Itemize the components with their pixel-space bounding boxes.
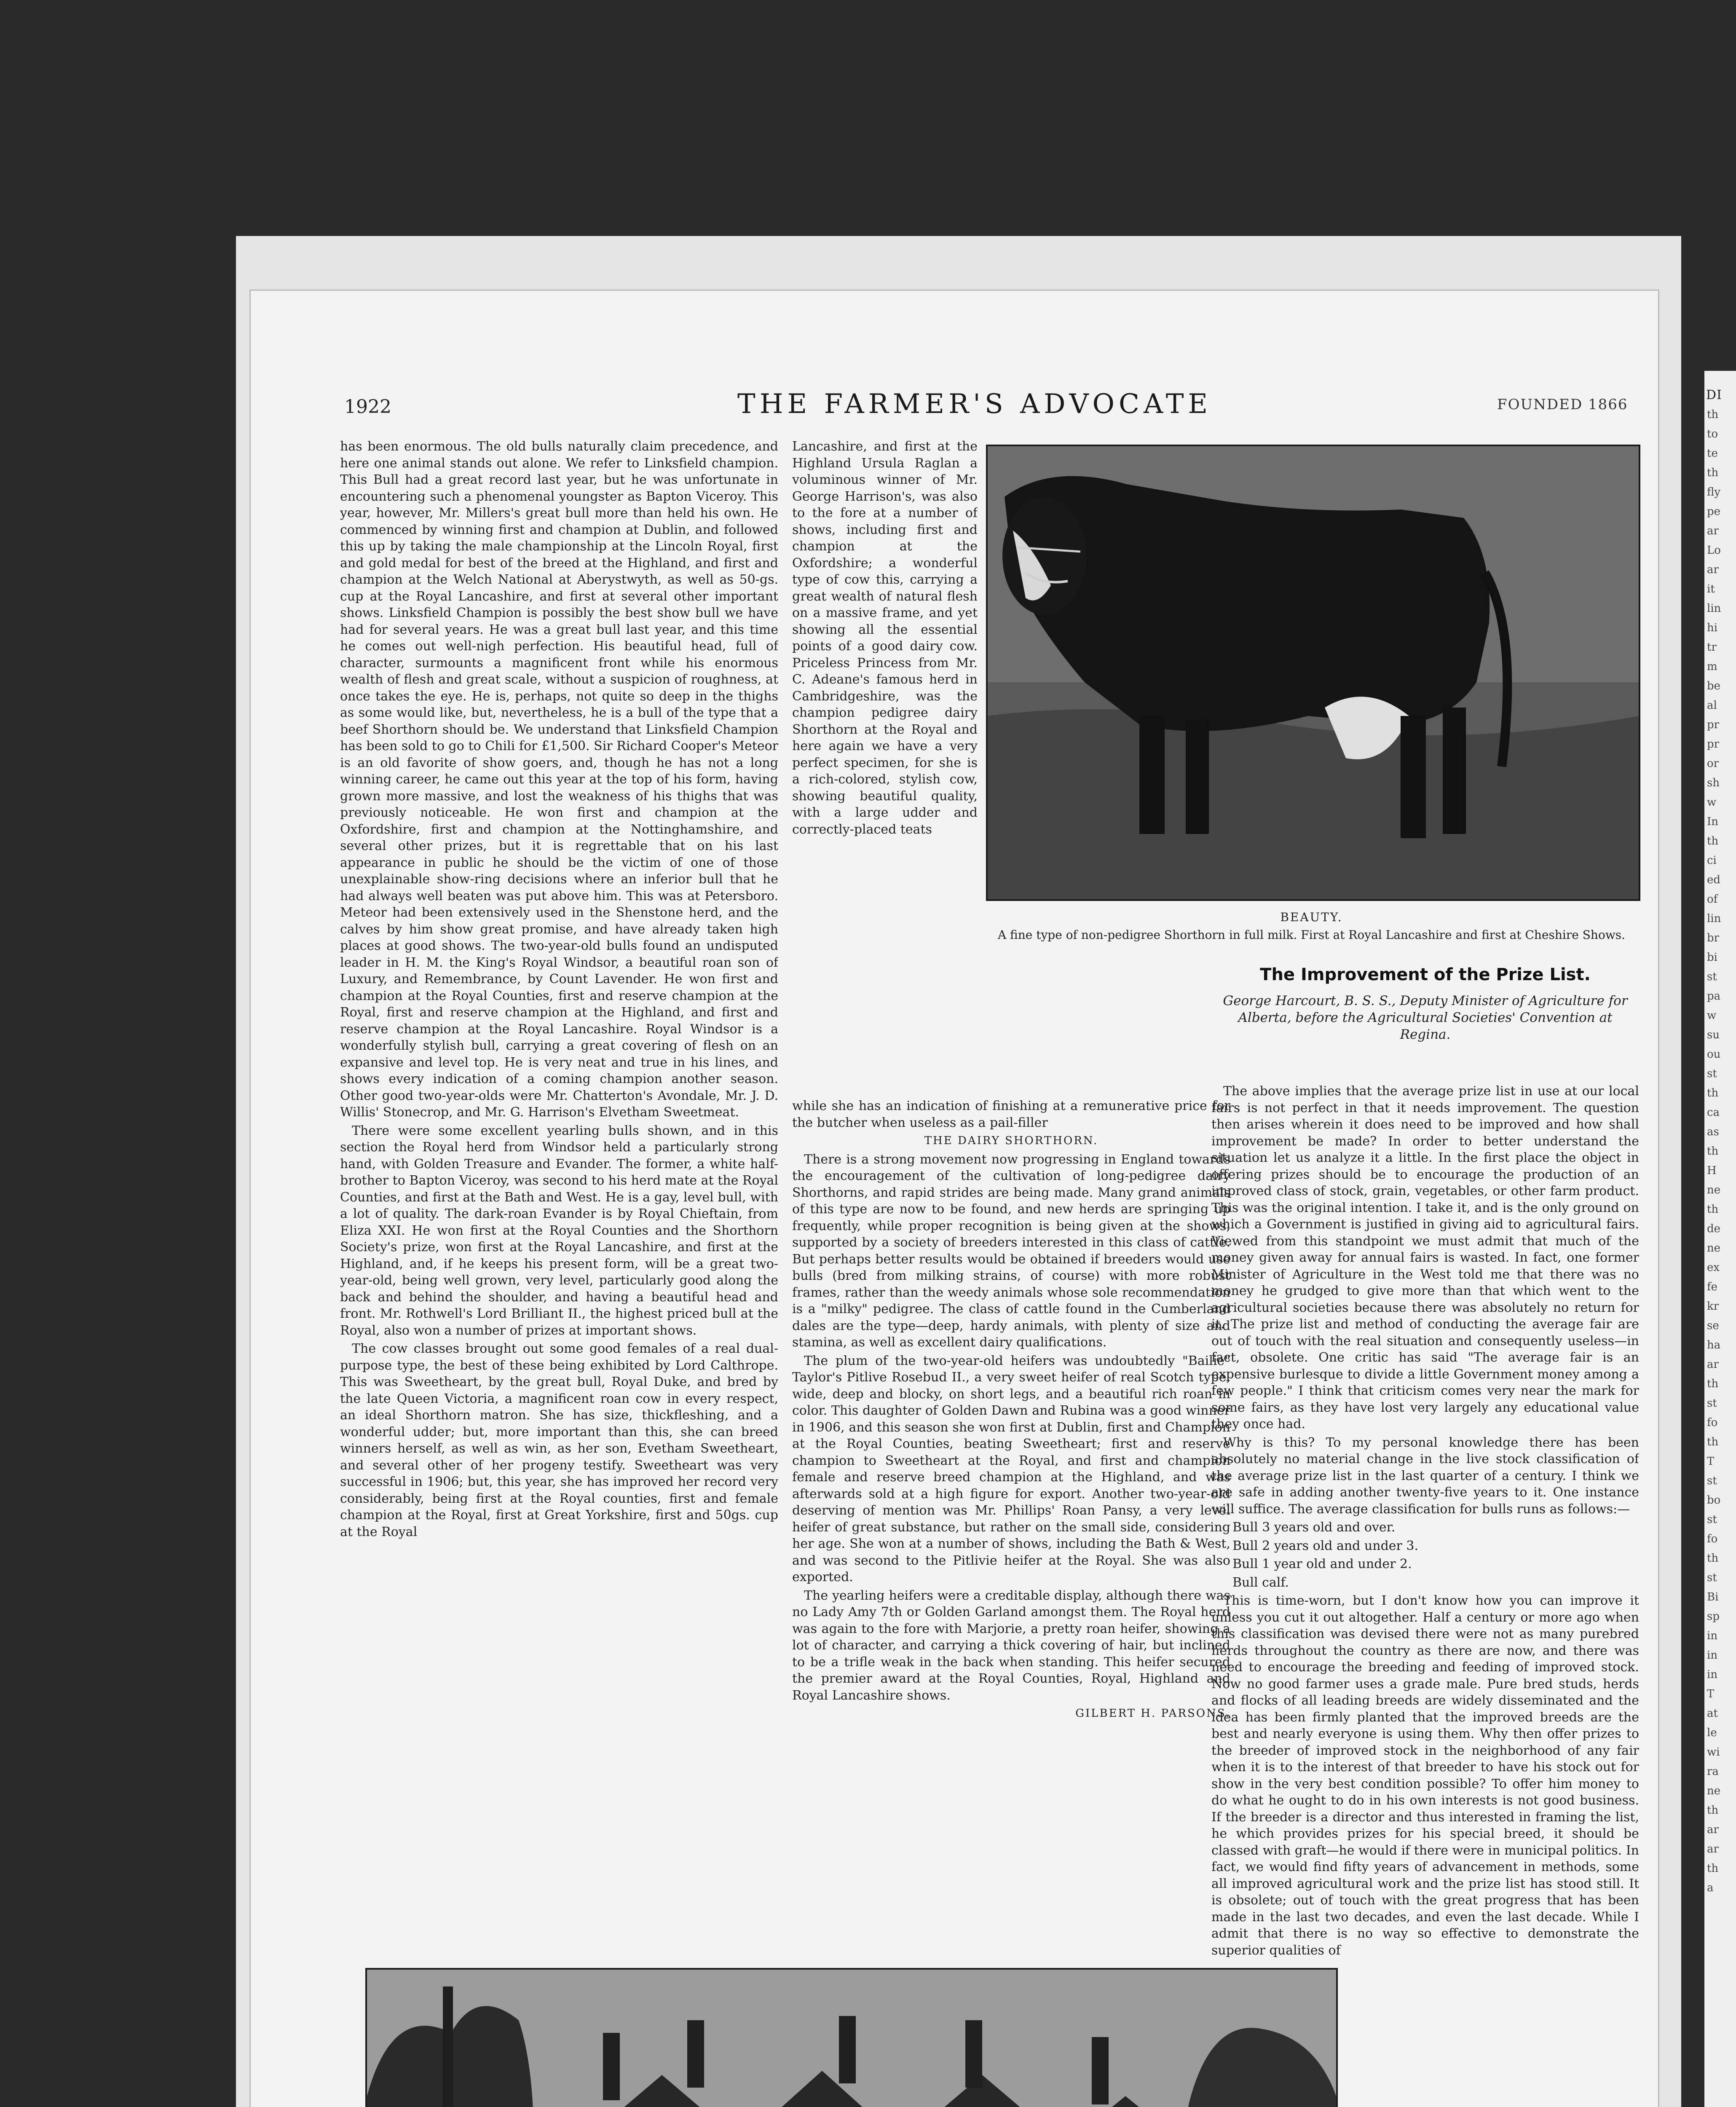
next-page-fragment: ou (1707, 1048, 1721, 1061)
next-page-fragment: ex (1707, 1261, 1720, 1274)
paragraph: The yearling heifers were a creditable display, although there was no Lady Amy 7th or Golden Garland amongst them. The Royal herd was again to the fore with Marjorie, a pretty roan heifer, showing a lot of character, and carrying a thick covering of hair, but inclined to be a trifle weak in the back when standing. This heifer secured the premier award at the Royal Counties, Royal, Highland and Royal Lancashire shows. (792, 1588, 1230, 1703)
next-page-fragment: th (1707, 1436, 1719, 1448)
next-page-header: DI (1706, 388, 1722, 402)
next-page-fragment: fly (1707, 486, 1721, 499)
next-page-fragment: ne (1707, 1785, 1721, 1797)
next-page-fragment: th (1707, 835, 1719, 847)
next-page-fragment: at (1707, 1707, 1718, 1720)
next-page-fragment: th (1707, 1862, 1719, 1875)
next-page-fragment: se (1707, 1319, 1719, 1332)
next-page-fragment: w (1707, 796, 1717, 809)
next-page-fragment: th (1707, 1552, 1719, 1565)
next-page-fragment: ha (1707, 1339, 1721, 1351)
next-page-fragment: ne (1707, 1242, 1721, 1255)
list-item: Bull 1 year old and under 2. (1232, 1557, 1412, 1571)
next-page-fragment: lin (1707, 602, 1721, 615)
next-page-fragment: st (1707, 1067, 1717, 1080)
next-page-fragment: ci (1707, 854, 1717, 867)
next-page-fragment: al (1707, 699, 1717, 712)
next-page-fragment: it (1707, 583, 1715, 595)
next-page-fragment: st (1707, 1474, 1717, 1487)
next-page-fragment: ed (1707, 874, 1721, 886)
article-title: The Improvement of the Prize List. (1260, 965, 1591, 984)
next-page-fragment: of (1707, 893, 1718, 906)
list-item: Bull 3 years old and over. (1232, 1520, 1396, 1535)
next-page-fragment: lin (1707, 912, 1721, 925)
next-page-fragment: th (1707, 1087, 1719, 1099)
farm-photo (365, 1968, 1338, 2107)
next-page-fragment: in (1707, 1668, 1718, 1681)
next-page-fragment: T (1707, 1688, 1715, 1700)
paragraph: Lancashire, and first at the Highland Ursula Raglan a voluminous winner of Mr. George Harrison's, was also to the fore at a number of shows, including first and champion at the Oxfordshire; a wonderful type of cow this, carrying a great wealth of natural flesh on a massive frame, and yet showing all the essential points of a good dairy cow. Priceless Princess from Mr. C. Adeane's famous herd in Cambridgeshire, was the champion pedigree dairy Shorthorn at the Royal and here again we have a very perfect specimen, for she is a rich-colored, stylish cow, showing beautiful quality, with a large udder and correctly-placed teats (792, 439, 978, 837)
next-page-fragment: fo (1707, 1416, 1718, 1429)
column-right (1211, 1083, 1639, 2107)
next-page-fragment: w (1707, 1009, 1717, 1022)
section-subhead: THE DAIRY SHORTHORN. (924, 1134, 1098, 1147)
next-page-fragment: ar (1707, 563, 1719, 576)
next-page-edge (1704, 371, 1736, 2107)
next-page-fragment: fo (1707, 1533, 1718, 1545)
next-page-fragments (1704, 402, 1736, 1898)
cow-photo-illustration (988, 446, 1639, 899)
column-middle-wide (792, 1098, 1230, 1932)
next-page-fragment: le (1707, 1726, 1717, 1739)
cow-photo (986, 445, 1640, 901)
founded-note: FOUNDED 1866 (1497, 396, 1628, 413)
next-page-fragment: st (1707, 1571, 1717, 1584)
next-page-fragment: fe (1707, 1281, 1718, 1293)
scan-border-left (0, 0, 236, 2107)
next-page-fragment: be (1707, 680, 1721, 692)
scan-border-top (0, 0, 1736, 236)
next-page-fragment: th (1707, 1804, 1719, 1817)
page-number: 1922 (344, 396, 391, 418)
paragraph: There is a strong movement now progressing in England towards the encouragement of the cultivation of long-pedigree dairy Shorthorns, and rapid strides are being made. Many grand animals of this type are now to be found, and new herds are springing up frequently, while proper recognition is being given at the shows, supported by a society of breeders interested in this class of cattle. But perhaps better results would be obtained if breeders would use bulls (bred from milking strains, of course) with more robust frames, rather than the weedy animals whose sole recommendation is a "milky" pedigree. The class of cattle found in the Cumberland dales are the type—deep, hardy animals, with plenty of size and stamina, as well as excellent dairy qualifications. (792, 1152, 1230, 1350)
next-page-fragment: bi (1707, 951, 1717, 964)
next-page-fragment: th (1707, 466, 1719, 479)
next-page-fragment: th (1707, 1145, 1719, 1158)
author-signature: GILBERT H. PARSONS. (1075, 1707, 1230, 1720)
next-page-fragment: st (1707, 1397, 1717, 1410)
next-page-fragment: in (1707, 1649, 1718, 1662)
next-page-fragment: sh (1707, 777, 1720, 789)
farm-photo-illustration (367, 1970, 1336, 2107)
next-page-fragment: a (1707, 1882, 1714, 1894)
next-page-fragment: to (1707, 428, 1718, 440)
paragraph: Why is this? To my personal knowledge there has been absolutely no material change in the live stock classification of the average prize list in the last quarter of a century. I think we are safe in adding another twenty-five years to it. One instance will suffice. The average classification for bulls runs as follows:— (1211, 1435, 1639, 1517)
next-page-fragment: ra (1707, 1765, 1719, 1778)
next-page-fragment: In (1707, 815, 1719, 828)
next-page-fragment: H (1707, 1164, 1717, 1177)
next-page-fragment: in (1707, 1630, 1718, 1642)
paragraph: This is time-worn, but I don't know how you can improve it unless you cut it out altogether. Half a century or more ago when this classification was devised there were not as many purebred herds throughout the country as there are now, and there was need to encourage the breeding and feeding of improved stock. Now no good farmer uses a grade male. Pure bred studs, herds and flocks of all leading breeds are widely disseminated and the idea has been firmly planted that the improved breeds are the best and nearly everyone is using them. Why then offer prizes to the breeder of improved stock in the neighborhood of any fair when it is to the interest of that breeder to have his stock out for show in the very best condition possible? To offer him money to do what he ought to do in his own interests is not good business. If the breeder is a director and thus interested in framing the list, he which provides prizes for his special breed, it should be classed with graft—he would if there were in municipal politics. In fact, we would find fifty years of advancement in methods, some all improved agricultural work and the prize list has stood still. It is obsolete; out of touch with the great progress that has been made in the last two decades, and even the last decade. While I admit that there is no way so effective to demonstrate the superior qualities of (1211, 1593, 1639, 1958)
next-page-fragment: sp (1707, 1610, 1720, 1623)
paragraph: There were some excellent yearling bulls shown, and in this section the Royal herd from Windsor held a particularly strong hand, with Golden Treasure and Evander. The former, a white half-brother to Bapton Viceroy, was second to his herd mate at the Royal Counties, and first at the Bath and West. He is a gay, level bull, with a lot of quality. The dark-roan Evander is by Royal Chieftain, from Eliza XXI. He won first at the Royal Counties and the Shorthorn Society's prize, won first at the Royal Lancashire, and first at the Highland, and, if he keeps his present form, will be a great two-year-old, being well grown, very level, particularly good along the back and behind the shoulder, and having a beautiful head and front. Mr. Rothwell's Lord Brilliant II., the highest priced bull at the Royal, also won a number of prizes at important shows. (340, 1123, 778, 1338)
next-page-fragment: pr (1707, 718, 1720, 731)
next-page-fragment: m (1707, 660, 1717, 673)
article-byline: George Harcourt, B. S. S., Deputy Minister of Agriculture for Alberta, before the Agricultural Societies' Convention at Regina. (1223, 993, 1628, 1042)
next-page-fragment: bo (1707, 1494, 1721, 1507)
next-page-fragment: ar (1707, 1823, 1719, 1836)
cow-photo-caption: A fine type of non-pedigree Shorthorn in full milk. First at Royal Lancashire and first at Cheshire Shows. (997, 928, 1626, 942)
next-page-fragment: wi (1707, 1746, 1720, 1759)
list-item: Bull 2 years old and under 3. (1232, 1538, 1419, 1553)
next-page-fragment: as (1707, 1126, 1719, 1138)
next-page-fragment: br (1707, 932, 1720, 944)
next-page-fragment: ca (1707, 1106, 1720, 1119)
next-page-fragment: ar (1707, 1358, 1719, 1371)
paragraph: The cow classes brought out some good females of a real dual-purpose type, the best of these being exhibited by Lord Calthrope. This was Sweetheart, by the great bull, Royal Duke, and bred by the late Queen Victoria, a magnificent roan cow in every respect, an ideal Shorthorn matron. She has size, thickfleshing, and a wonderful udder; but, more important than this, she can breed winners herself, as well as win, as her son, Evetham Sweetheart, and several other of her progeny testify. Sweetheart was very successful in 1906; but, this year, she has improved her record very considerably, being first at the Royal counties, first and female champion at the Royal, first at Great Yorkshire, first and 50gs. cup at the Royal (340, 1341, 778, 1539)
next-page-fragment: te (1707, 447, 1718, 460)
next-page-fragment: T (1707, 1455, 1715, 1468)
next-page-fragment: pe (1707, 505, 1721, 518)
column-left (340, 438, 778, 1938)
next-page-fragment: th (1707, 1378, 1719, 1390)
next-page-fragment: pa (1707, 990, 1721, 1003)
paragraph: while she has an indication of finishing at a remunerative price for the butcher when useless as a pail-filler (792, 1099, 1230, 1130)
next-page-fragment: Lo (1707, 544, 1721, 557)
next-page-fragment: th (1707, 408, 1719, 421)
next-page-fragment: ar (1707, 1843, 1719, 1855)
cow-photo-title: BEAUTY. (1280, 910, 1343, 924)
paragraph: has been enormous. The old bulls naturally claim precedence, and here one animal stands out alone. We refer to Linksfield champion. This Bull had a great record last year, but he was unfortunate in encountering such a phenomenal youngster as Bapton Viceroy. This year, however, Mr. Millers's great bull more than held his own. He commenced by winning first and champion at Dublin, and followed this up by taking the male championship at the Lincoln Royal, first and gold medal for best of the breed at the Highland, and first and champion at the Welch National at Aberystwyth, as well as 50-gs. cup at the Royal Lancashire, and first at several other important shows. Linksfield Champion is possibly the best show bull we have had for several years. He was a great bull last year, and this time he comes out well-nigh perfection. His beautiful head, full of character, surmounts a magnificent front while his enormous wealth of flesh and great scale, without a suspicion of roughness, at once takes the eye. He is, perhaps, not quite so deep in the thighs as some would like, but, nevertheless, he is a bull of the type that a beef Shorthorn should be. We understand that Linksfield Champion has been sold to go to Chili for £1,500. Sir Richard Cooper's Meteor is an old favorite of show goers, and, though he has not a long winning career, he came out this year at the top of his form, having grown more massive, and lost the weakness of his thighs that was previously noticeable. He won first and champion at the Oxfordshire, first and champion at the Nottinghamshire, and several other prizes, but it is regrettable that on his last appearance in public he should be the victim of one of those unexplainable show-ring decisions where an inferior bull that he had always well beaten was put above him. This was at Petersboro. Meteor had been extensively used in the Shenstone herd, and the calves by him show great promise, and have already taken high places at good shows. The two-year-old bulls found an undisputed leader in H. M. the King's Royal Windsor, a beautiful roan son of Luxury, and Remembrance, by Count Lavender. He won first and champion at the Royal Counties, first and reserve champion at the Royal, first and reserve champion at the Highland, and first and reserve champion at the Royal Lancashire. Royal Windsor is a wonderfully stylish bull, carrying a great covering of flesh on an expansive and level top. He is very neat and true in his lines, and shows every indication of a coming champion another season. Other good two-year-olds were Mr. Chatterton's Avondale, Mr. J. D. Willis' Stonecrop, and Mr. G. Harrison's Elvetham Sweetmeat. (340, 439, 778, 1120)
next-page-fragment: or (1707, 757, 1719, 770)
next-page-fragment: Bi (1707, 1591, 1719, 1603)
paragraph: The above implies that the average prize list in use at our local fairs is not perfect in that it needs improvement. The question then arises wherein it does need to be improved and how shall improvement be made? In order to better understand the situation let us analyze it a little. In the first place the object in offering prizes should be to encourage the production of an improved class of stock, grain, vegetables, or other farm product. This was the original intention. I take it, and is the only ground on which a Government is justified in giving aid to agricultural fairs. Viewed from this standpoint we must admit that much of the money given away for annual fairs is wasted. In fact, one former Minister of Agriculture in the West told me that there was no money he grudged to give more than that which went to the agricultural societies because there was absolutely no return for it. The prize list and method of conducting the average fair are out of touch with the real situation and consequently useless—in fact, obsolete. One critic has said "The average fair is an expensive burlesque to divide a little Government money among a few people." I think that criticism comes very near the mark for some fairs, as they have lost very largely any educational value they once had. (1211, 1084, 1639, 1431)
newspaper-page (251, 291, 1658, 2107)
masthead-title: THE FARMER'S ADVOCATE (737, 389, 1212, 420)
next-page-fragment: tr (1707, 641, 1717, 654)
next-page-fragment: de (1707, 1222, 1721, 1235)
paragraph: The plum of the two-year-old heifers was undoubtedly "Bailie" Taylor's Pitlive Rosebud II., a very sweet heifer of real Scotch type, wide, deep and blocky, on short legs, and a beautiful rich roan in color. This daughter of Golden Dawn and Rubina was a good winner in 1906, and this season she won first at Dublin, first and Champion at the Royal Counties, beating Sweetheart; first and reserve champion to Sweetheart at the Royal, and first and champion female and reserve breed champion at the Highland, and was afterwards sold at a high figure for export. Another two-year-old deserving of mention was Mr. Phillips' Roan Pansy, a very level heifer of great substance, but rather on the small side, considering her age. She won at a number of shows, including the Bath & West, and was second to the Pitlivie heifer at the Royal. She was also exported. (792, 1353, 1230, 1584)
next-page-fragment: st (1707, 1513, 1717, 1526)
next-page-fragment: pr (1707, 738, 1720, 751)
next-page-fragment: th (1707, 1203, 1719, 1216)
column-middle-narrow (792, 438, 978, 1096)
next-page-fragment: ne (1707, 1184, 1721, 1196)
next-page-fragment: st (1707, 970, 1717, 983)
next-page-fragment: su (1707, 1029, 1720, 1041)
next-page-fragment: kr (1707, 1300, 1719, 1313)
list-item: Bull calf. (1232, 1575, 1289, 1590)
next-page-fragment: hi (1707, 622, 1718, 634)
next-page-fragment: ar (1707, 525, 1719, 537)
